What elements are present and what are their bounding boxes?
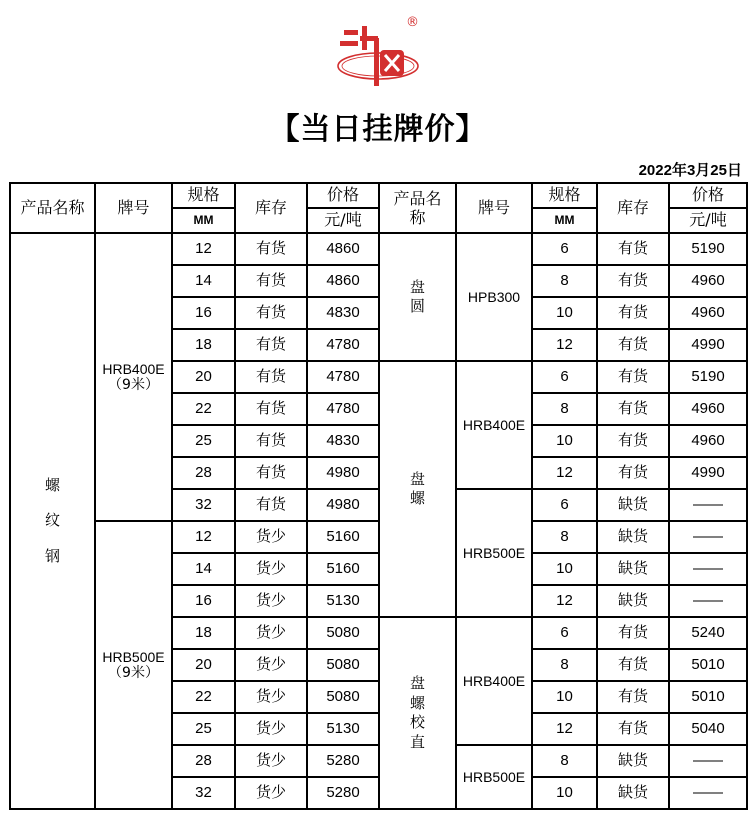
price-cell: 5080 <box>307 681 379 713</box>
product-name-cell-right <box>379 233 456 361</box>
stock-cell-right: 有货 <box>597 393 669 425</box>
spec-cell: 32 <box>172 777 235 809</box>
grade-cell-right: HPB300 <box>456 233 532 361</box>
header-spec: 规格 <box>172 183 235 208</box>
spec-cell: 22 <box>172 681 235 713</box>
price-cell-right: 4990 <box>669 329 747 361</box>
stock-cell-right: 缺货 <box>597 489 669 521</box>
stock-cell: 有货 <box>235 393 307 425</box>
stock-cell-right: 有货 <box>597 297 669 329</box>
grade-cell-right: HRB500E <box>456 489 532 617</box>
price-cell: 5280 <box>307 745 379 777</box>
grade-name: HRB500E <box>102 648 165 665</box>
spec-cell-right: 10 <box>532 681 597 713</box>
svg-text:®: ® <box>406 15 419 30</box>
price-cell: 5080 <box>307 617 379 649</box>
price-cell: 4780 <box>307 329 379 361</box>
spec-cell-right: 8 <box>532 745 597 777</box>
price-cell: 5160 <box>307 553 379 585</box>
spec-cell-right: 12 <box>532 585 597 617</box>
stock-cell: 货少 <box>235 745 307 777</box>
stock-cell: 有货 <box>235 457 307 489</box>
price-cell: 5130 <box>307 585 379 617</box>
header-product-name-right <box>379 183 456 233</box>
stock-cell-right: 缺货 <box>597 745 669 777</box>
price-cell-right: —— <box>669 553 747 585</box>
product-name-left: 螺纹钢 <box>45 476 61 565</box>
price-cell-right: 5190 <box>669 361 747 393</box>
stock-cell-right: 有货 <box>597 233 669 265</box>
stock-cell-right: 缺货 <box>597 553 669 585</box>
header-price: 价格 <box>307 183 379 208</box>
price-cell: 4780 <box>307 393 379 425</box>
spec-cell-right: 10 <box>532 777 597 809</box>
spec-cell: 18 <box>172 329 235 361</box>
table-row <box>10 521 747 553</box>
spec-cell: 14 <box>172 265 235 297</box>
spec-cell-right: 8 <box>532 393 597 425</box>
price-cell: 4830 <box>307 297 379 329</box>
stock-cell-right: 有货 <box>597 617 669 649</box>
spec-cell-right: 12 <box>532 457 597 489</box>
stock-cell-right: 有货 <box>597 265 669 297</box>
product-name-cell-right <box>379 361 456 617</box>
spec-cell: 20 <box>172 361 235 393</box>
grade-cell-right: HRB400E <box>456 361 532 489</box>
header-spec-unit-right: MM <box>532 208 597 233</box>
spec-cell: 16 <box>172 585 235 617</box>
stock-cell-right: 缺货 <box>597 521 669 553</box>
stock-cell-right: 有货 <box>597 649 669 681</box>
stock-cell: 有货 <box>235 489 307 521</box>
stock-cell: 货少 <box>235 521 307 553</box>
header-grade-right: 牌号 <box>456 183 532 233</box>
spec-cell-right: 10 <box>532 297 597 329</box>
price-cell-right: 4990 <box>669 457 747 489</box>
spec-cell-right: 8 <box>532 649 597 681</box>
spec-cell: 12 <box>172 233 235 265</box>
stock-cell: 有货 <box>235 297 307 329</box>
grade-cell-right: HRB500E <box>456 745 532 809</box>
spec-cell: 25 <box>172 713 235 745</box>
product-name-right: 盘螺校直 <box>410 674 426 751</box>
spec-cell: 25 <box>172 425 235 457</box>
spec-cell: 28 <box>172 745 235 777</box>
stock-cell: 货少 <box>235 649 307 681</box>
grade-cell-right: HRB400E <box>456 617 532 745</box>
header-row-1 <box>10 183 747 208</box>
price-cell: 4980 <box>307 457 379 489</box>
stock-cell-right: 缺货 <box>597 585 669 617</box>
stock-cell-right: 缺货 <box>597 777 669 809</box>
stock-cell: 有货 <box>235 329 307 361</box>
price-cell-right: 4960 <box>669 265 747 297</box>
spec-cell-right: 8 <box>532 265 597 297</box>
spec-cell-right: 12 <box>532 329 597 361</box>
stock-cell-right: 有货 <box>597 425 669 457</box>
spec-cell-right: 12 <box>532 713 597 745</box>
product-name-right: 盘螺 <box>410 469 426 507</box>
price-cell: 4980 <box>307 489 379 521</box>
spec-cell-right: 8 <box>532 521 597 553</box>
grade-cell <box>95 233 172 521</box>
price-cell-right: 4960 <box>669 393 747 425</box>
spec-cell: 28 <box>172 457 235 489</box>
spec-cell-right: 10 <box>532 553 597 585</box>
spec-cell: 32 <box>172 489 235 521</box>
stock-cell-right: 有货 <box>597 681 669 713</box>
header-stock: 库存 <box>235 183 307 233</box>
steel-logo-icon <box>330 8 430 88</box>
header-stock-right: 库存 <box>597 183 669 233</box>
stock-cell-right: 有货 <box>597 329 669 361</box>
price-cell-right: 5240 <box>669 617 747 649</box>
spec-cell-right: 10 <box>532 425 597 457</box>
price-cell-right: —— <box>669 745 747 777</box>
price-cell-right: —— <box>669 777 747 809</box>
spec-cell: 12 <box>172 521 235 553</box>
header-price-unit-right: 元/吨 <box>669 208 747 233</box>
price-cell: 5160 <box>307 521 379 553</box>
grade-name: HRB400E <box>102 360 165 377</box>
price-table <box>9 182 748 810</box>
header-price-right: 价格 <box>669 183 747 208</box>
spec-cell-right: 6 <box>532 361 597 393</box>
spec-cell: 14 <box>172 553 235 585</box>
stock-cell-right: 有货 <box>597 361 669 393</box>
price-cell-right: 5010 <box>669 649 747 681</box>
stock-cell: 货少 <box>235 713 307 745</box>
table-row <box>10 233 747 265</box>
price-cell-right: —— <box>669 521 747 553</box>
price-cell-right: 5190 <box>669 233 747 265</box>
product-name-right: 盘圆 <box>410 277 426 315</box>
spec-cell: 16 <box>172 297 235 329</box>
spec-cell-right: 6 <box>532 233 597 265</box>
price-cell: 4860 <box>307 265 379 297</box>
spec-cell: 18 <box>172 617 235 649</box>
spec-cell-right: 6 <box>532 617 597 649</box>
product-name-cell <box>10 233 95 809</box>
header-product-name: 产品名称 <box>10 183 95 233</box>
spec-cell: 20 <box>172 649 235 681</box>
price-cell-right: 5040 <box>669 713 747 745</box>
price-cell: 5130 <box>307 713 379 745</box>
grade-note: （9米） <box>108 377 159 393</box>
price-cell: 4860 <box>307 233 379 265</box>
price-cell: 5280 <box>307 777 379 809</box>
table-body <box>10 233 747 809</box>
header-product-name-right-text: 产品名称 <box>393 188 442 227</box>
price-cell-right: —— <box>669 585 747 617</box>
header-spec-right: 规格 <box>532 183 597 208</box>
stock-cell: 货少 <box>235 681 307 713</box>
price-cell: 4780 <box>307 361 379 393</box>
header-grade: 牌号 <box>95 183 172 233</box>
price-date: 2022年3月25日 <box>638 162 742 179</box>
stock-cell: 货少 <box>235 585 307 617</box>
price-cell-right: —— <box>669 489 747 521</box>
stock-cell: 有货 <box>235 265 307 297</box>
price-cell-right: 5010 <box>669 681 747 713</box>
spec-cell: 22 <box>172 393 235 425</box>
stock-cell: 货少 <box>235 777 307 809</box>
grade-cell <box>95 521 172 809</box>
price-cell-right: 4960 <box>669 297 747 329</box>
stock-cell: 有货 <box>235 425 307 457</box>
header-price-unit: 元/吨 <box>307 208 379 233</box>
page-title: 【当日挂牌价】 <box>269 112 487 147</box>
stock-cell-right: 有货 <box>597 457 669 489</box>
stock-cell: 货少 <box>235 553 307 585</box>
grade-note: （9米） <box>108 665 159 681</box>
spec-cell-right: 6 <box>532 489 597 521</box>
stock-cell: 有货 <box>235 361 307 393</box>
stock-cell-right: 有货 <box>597 713 669 745</box>
product-name-cell-right <box>379 617 456 809</box>
price-cell: 4830 <box>307 425 379 457</box>
price-cell-right: 4960 <box>669 425 747 457</box>
header-spec-unit: MM <box>172 208 235 233</box>
brand-logo <box>330 8 430 88</box>
stock-cell: 有货 <box>235 233 307 265</box>
price-cell: 5080 <box>307 649 379 681</box>
stock-cell: 货少 <box>235 617 307 649</box>
